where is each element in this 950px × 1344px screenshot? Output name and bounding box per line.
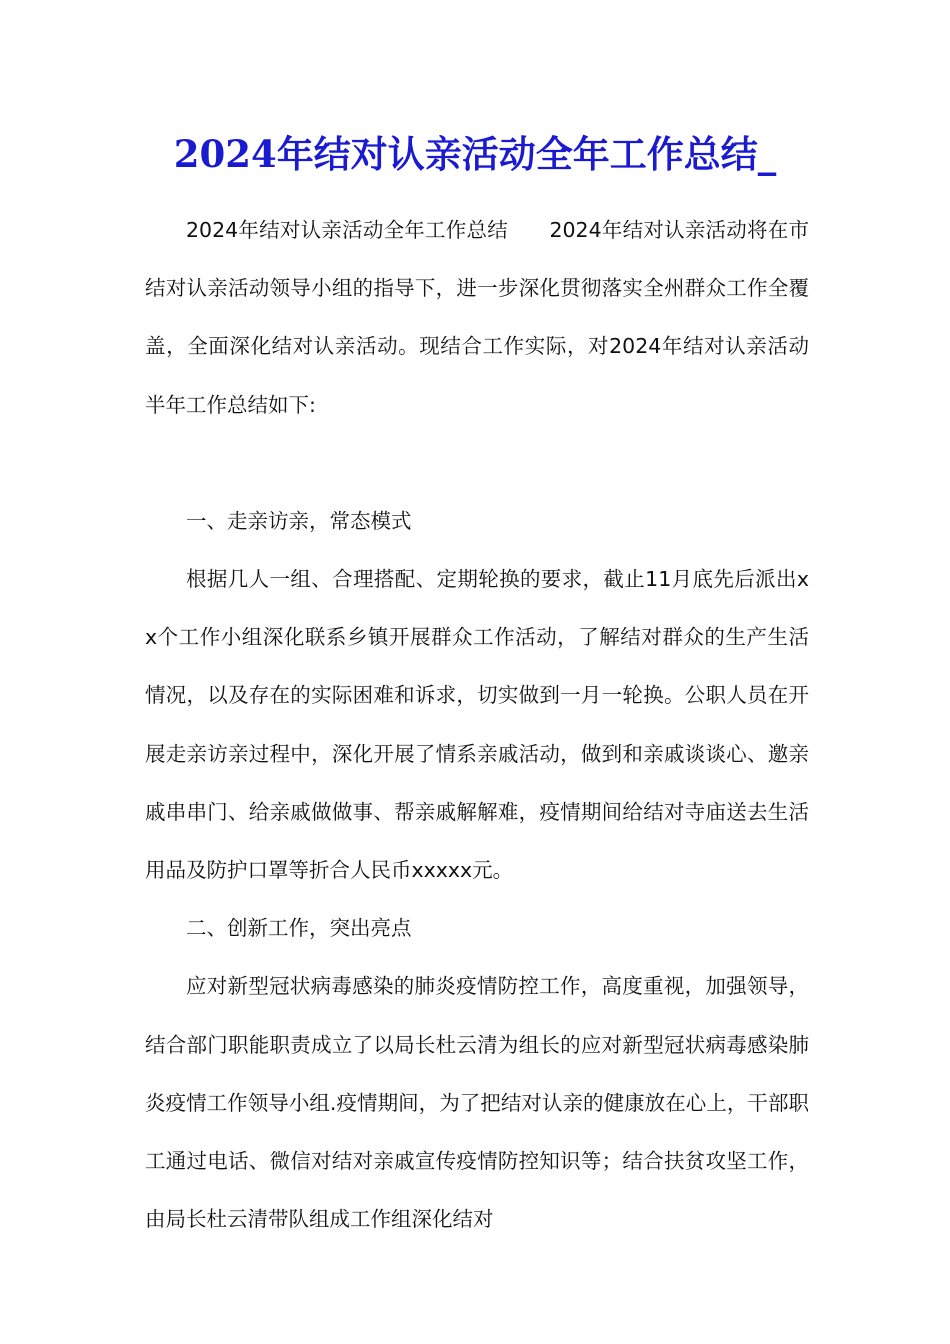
intro-paragraph: 2024年结对认亲活动全年工作总结 2024年结对认亲活动将在市结对认亲活动领导小组的指导下，进一步深化贯彻落实全州群众工作全覆盖，全面深化结对认亲活动。现结合工作实际，对2024年结对认亲活动半年工作总结如下: xyxy=(145,218,809,417)
document-body xyxy=(145,201,809,1248)
section-heading-2: 二、创新工作，突出亮点 xyxy=(186,916,412,941)
document-title: 2024年结对认亲活动全年工作总结_ xyxy=(173,132,777,176)
section-heading-1: 一、走亲访亲，常态模式 xyxy=(186,508,412,533)
section-2-paragraph: 应对新型冠状病毒感染的肺炎疫情防控工作，高度重视，加强领导，结合部门职能职责成立了以局长杜云清为组长的应对新型冠状病毒感染肺炎疫情工作领导小组.疫情期间，为了把结对认亲的健康放在心上，干部职工通过电话、微信对结对亲戚宣传疫情防控知识等；结合扶贫攻坚工作，由局长杜云清带队组成工作组深化结对 xyxy=(145,974,809,1232)
section-1-paragraph: 根据几人一组、合理搭配、定期轮换的要求，截止11月底先后派出xx个工作小组深化联系乡镇开展群众工作活动，了解结对群众的生产生活情况，以及存在的实际困难和诉求，切实做到一月一轮换。公职人员在开展走亲访亲过程中，深化开展了情系亲戚活动，做到和亲戚谈谈心、邀亲戚串串门、给亲戚做做事、帮亲戚解解难，疫情期间给结对寺庙送去生活用品及防护口罩等折合人民币xxxxx元。 xyxy=(145,567,809,883)
